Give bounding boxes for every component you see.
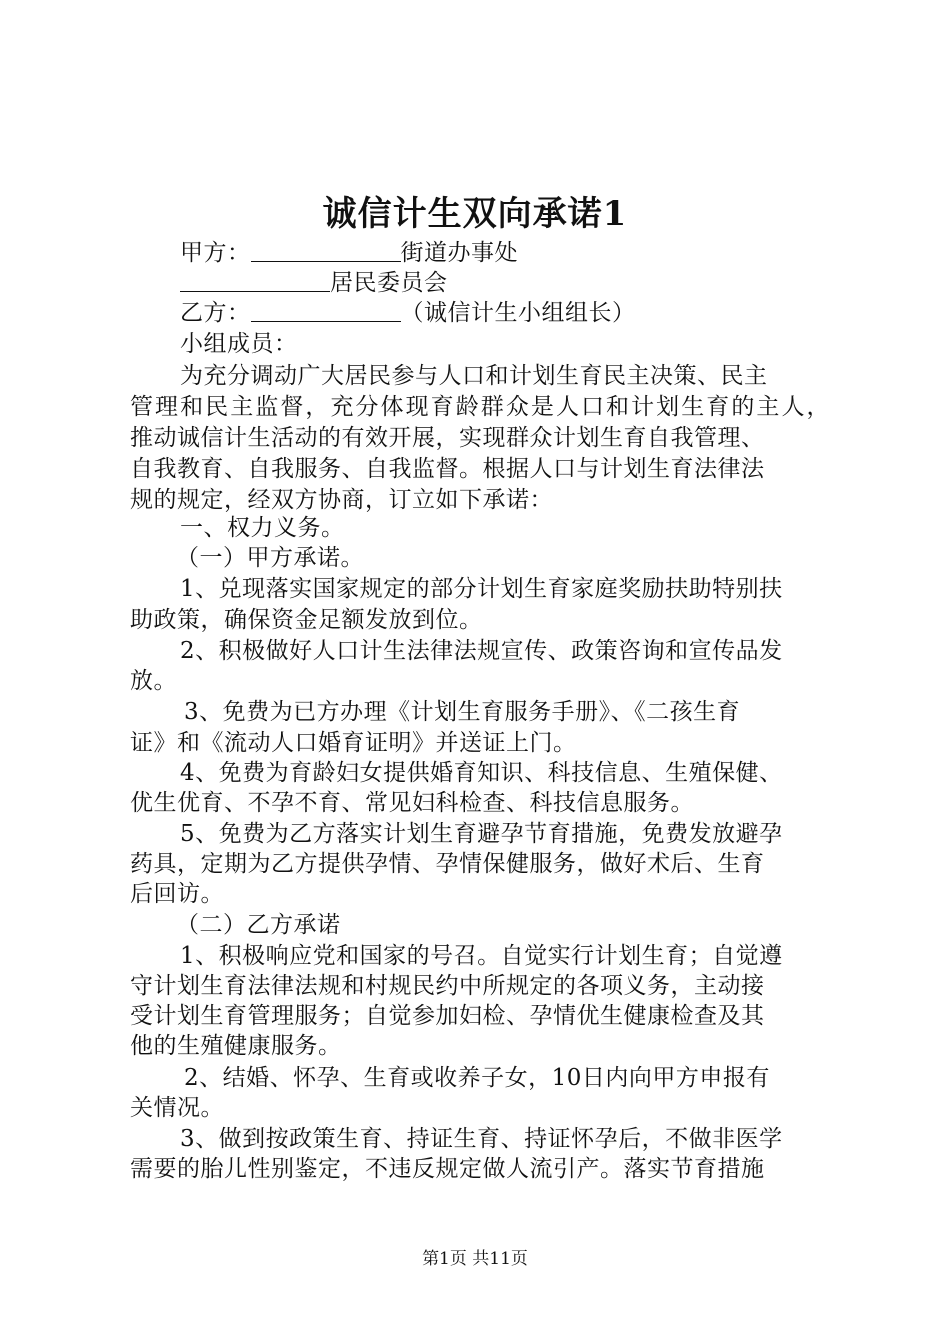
party-a-blank[interactable] [251, 239, 401, 262]
committee-blank[interactable] [180, 269, 330, 292]
party-b-suffix: （诚信计生小组组长） [400, 300, 636, 326]
subsection-heading: （一）甲方承诺。 [176, 545, 364, 571]
party-b-label: 乙方： [180, 300, 251, 326]
body-line: 守计划生育法律法规和村规民约中所规定的各项义务，主动接 [130, 973, 765, 999]
committee-suffix: 居民委员会 [330, 270, 448, 296]
body-line: 药具，定期为乙方提供孕情、孕情保健服务，做好术后、生育 [130, 851, 765, 877]
body-line: 证》和《流动人口婚育证明》并送证上门。 [130, 730, 577, 756]
committee-line [130, 268, 830, 298]
body-line: 1、积极响应党和国家的号召。自觉实行计划生育；自觉遵 [180, 943, 783, 969]
body-line: 自我教育、自我服务、自我监督。根据人口与计划生育法律法 [130, 456, 765, 482]
body-line: 3、做到按政策生育、持证生育、持证怀孕后，不做非医学 [180, 1126, 783, 1152]
body-line: 4、免费为育龄妇女提供婚育知识、科技信息、生殖保健、 [180, 760, 783, 786]
body-line: 2、结婚、怀孕、生育或收养子女，10日内向甲方申报有 [184, 1065, 770, 1091]
body-line: 5、免费为乙方落实计划生育避孕节育措施，免费发放避孕 [180, 821, 783, 847]
party-b-blank[interactable] [251, 299, 401, 322]
party-a-suffix: 街道办事处 [400, 240, 518, 266]
party-a-line [130, 238, 830, 268]
party-a-label: 甲方： [180, 240, 251, 266]
body-line: 关情况。 [130, 1095, 224, 1121]
page-footer: 第1页 共11页 [422, 1249, 528, 1269]
body-line: 放。 [130, 668, 177, 694]
body-line: 3、免费为已方办理《计划生育服务手册》、《二孩生育 [184, 699, 741, 725]
members-label: 小组成员： [180, 331, 298, 357]
body-line: 为充分调动广大居民参与人口和计划生育民主决策、民主 [180, 363, 768, 389]
body-line: 推动诚信计生活动的有效开展，实现群众计划生育自我管理、 [130, 425, 765, 451]
document-title: 诚信计生双向承诺1 [322, 194, 628, 234]
subsection-heading: （二）乙方承诺 [176, 912, 341, 938]
body-line: 需要的胎儿性别鉴定，不违反规定做人流引产。落实节育措施 [130, 1156, 765, 1182]
body-line: 2、积极做好人口计生法律法规宣传、政策咨询和宣传品发 [180, 638, 783, 664]
section-heading: 一、权力义务。 [180, 515, 345, 541]
party-b-line [130, 298, 830, 328]
body-line: 后回访。 [130, 881, 224, 907]
body-line: 管理和民主监督，充分体现育龄群众是人口和计划生育的主人， [130, 394, 830, 420]
body-line: 规的规定，经双方协商，订立如下承诺： [130, 487, 553, 513]
body-line: 助政策，确保资金足额发放到位。 [130, 607, 483, 633]
body-line: 优生优育、不孕不育、常见妇科检查、科技信息服务。 [130, 790, 694, 816]
body-line: 他的生殖健康服务。 [130, 1033, 342, 1059]
body-line: 受计划生育管理服务；自觉参加妇检、孕情优生健康检查及其 [130, 1003, 765, 1029]
body-line: 1、兑现落实国家规定的部分计划生育家庭奖励扶助特别扶 [180, 576, 783, 602]
